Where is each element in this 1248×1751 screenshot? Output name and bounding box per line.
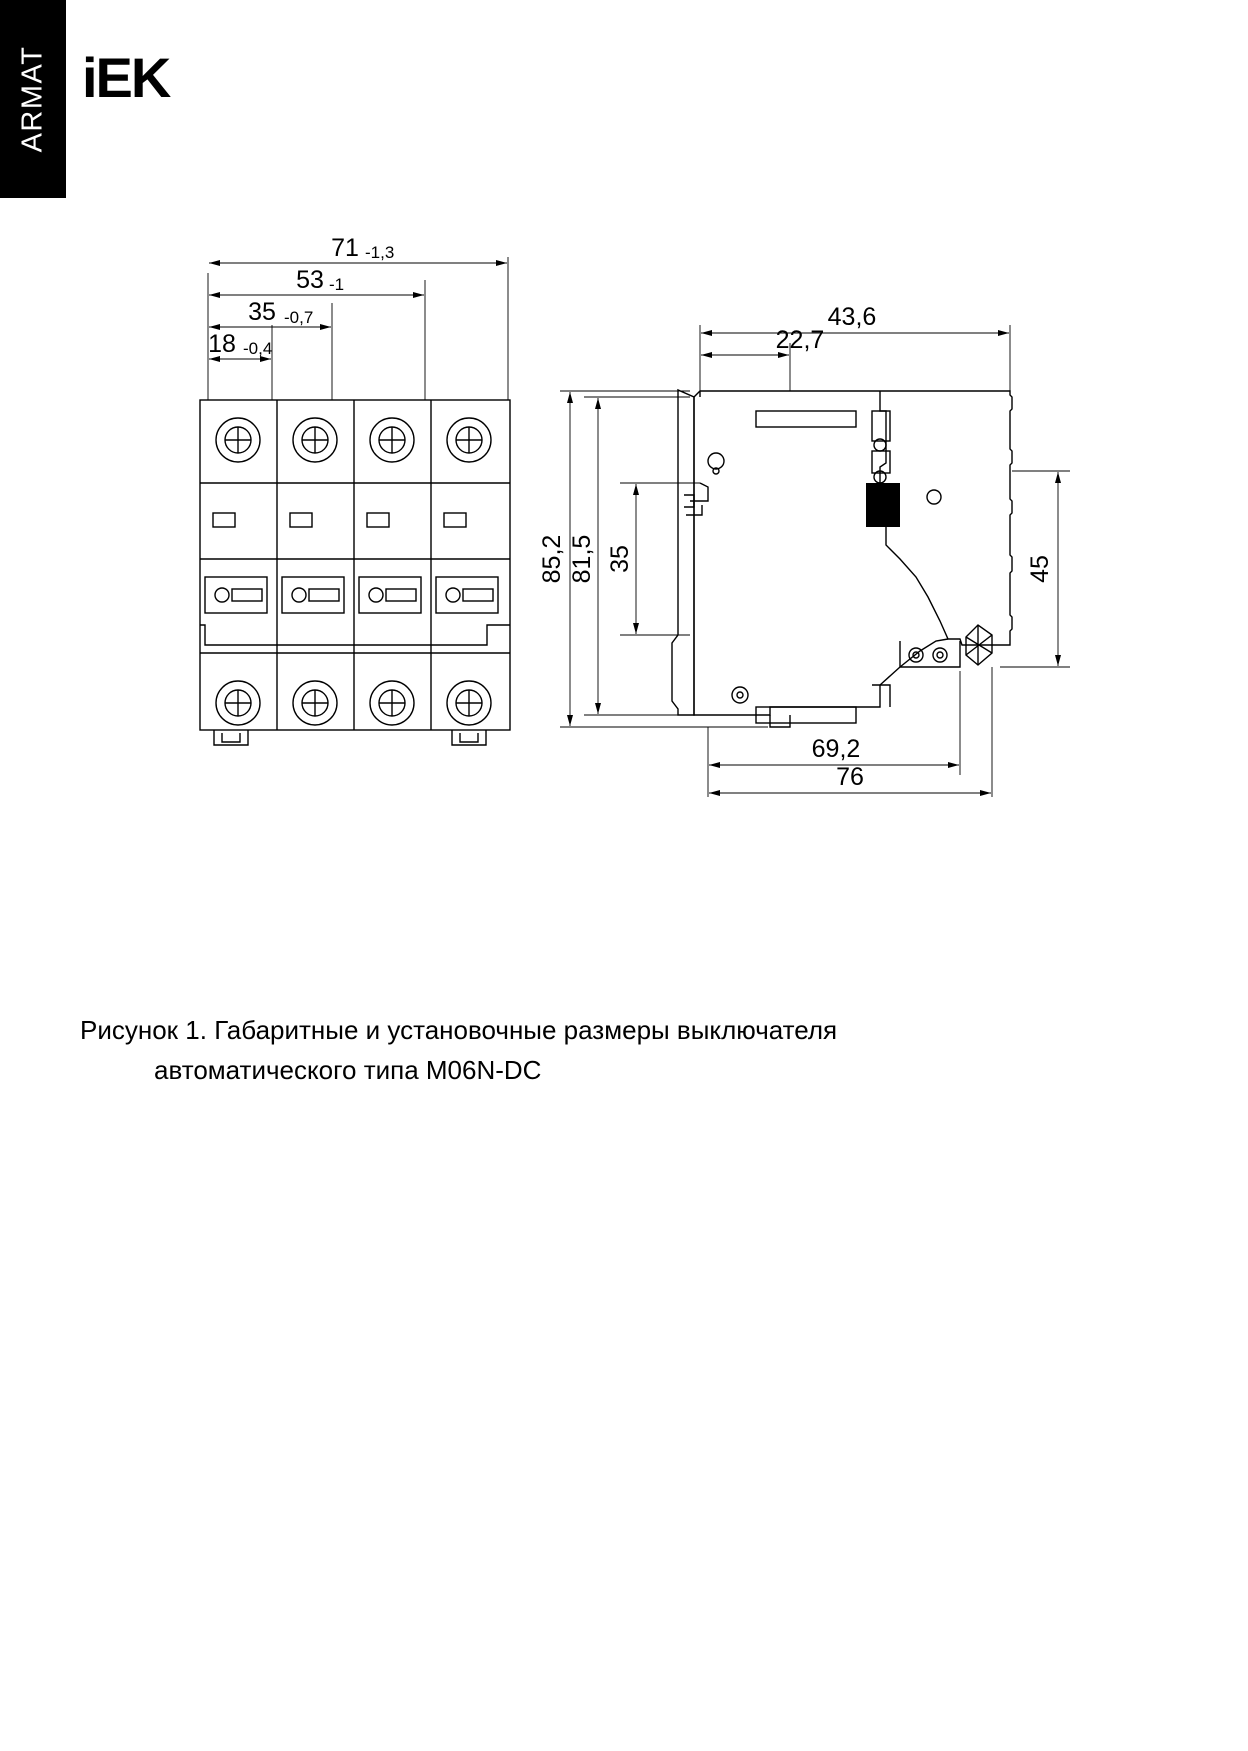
technical-drawing [0, 215, 1248, 895]
brand-tab-label: ARMAT [16, 45, 49, 153]
dim-35-side: 35 [606, 545, 634, 573]
dim-35-value: 35 [248, 298, 276, 326]
dim-71-value: 71 [331, 234, 359, 262]
drawing-svg [0, 215, 1248, 895]
dimension-labels [208, 234, 1054, 791]
dim-22-7: 22,7 [775, 326, 825, 354]
dim-43-6: 43,6 [827, 303, 877, 331]
dim-71-tol: -1,3 [365, 243, 395, 262]
front-view-group [200, 257, 510, 745]
dim-18-value: 18 [208, 330, 236, 358]
iek-logo [82, 48, 192, 108]
figure-caption-line1: Рисунок 1. Габаритные и установочные размеры выключателя [80, 1015, 838, 1045]
dim-35-tol: -0,7 [284, 308, 314, 327]
brand-tab [0, 0, 66, 198]
dim-85-2: 85,2 [538, 534, 566, 584]
dim-18-tol: -0,4 [243, 339, 273, 358]
dim-81-5: 81,5 [568, 534, 596, 584]
dim-53-value: 53 [296, 266, 324, 294]
side-view-group [560, 325, 1070, 797]
figure-caption [80, 1010, 980, 1090]
figure-caption-line2: автоматического типа M06N-DC [154, 1055, 542, 1085]
dim-45: 45 [1026, 555, 1054, 583]
dim-69-2: 69,2 [811, 735, 861, 763]
dim-76: 76 [836, 763, 864, 791]
iek-logo-text: iEK [82, 46, 170, 109]
dim-53-tol: -1 [329, 275, 345, 294]
